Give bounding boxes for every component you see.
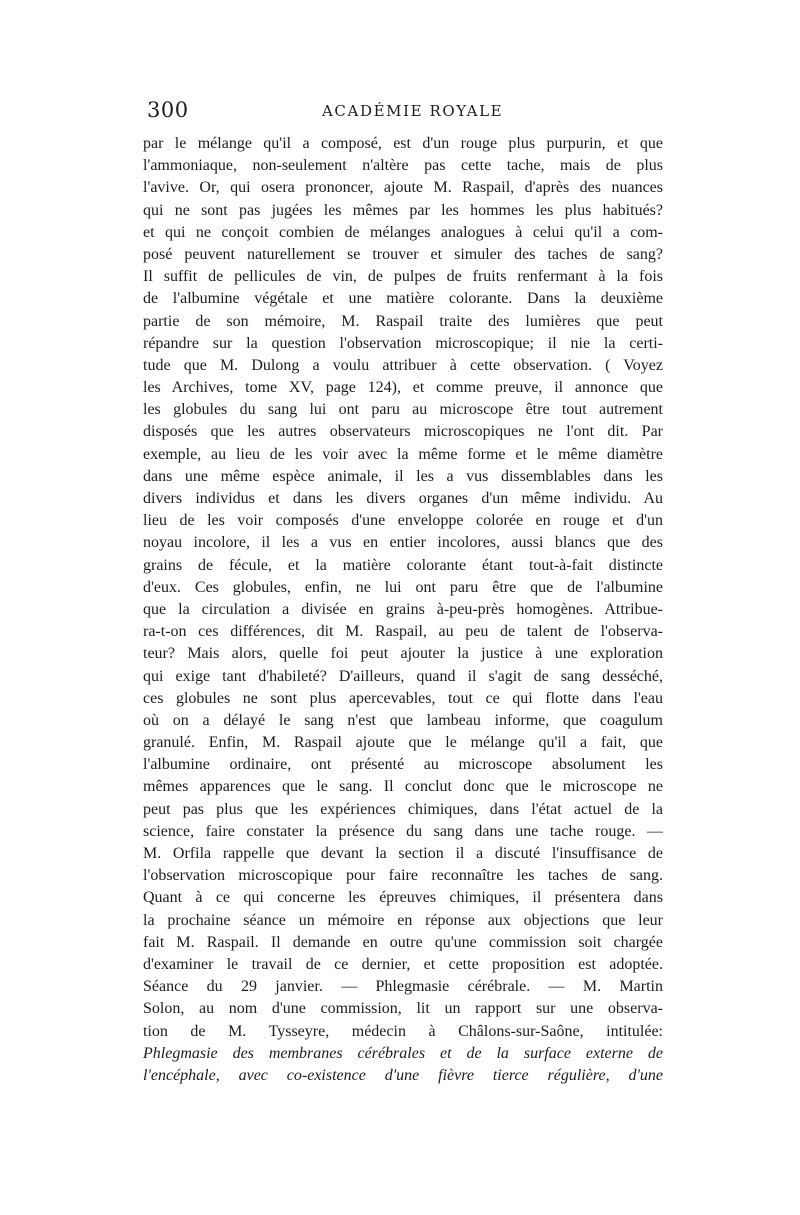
text-line: lieu de les voir composés d'une enveloppe colorée en rouge et d'un xyxy=(143,512,663,530)
text-line: qui exige tant d'habileté? D'ailleurs, quand il s'agit de sang desséché, xyxy=(143,667,663,685)
text-line-italic: l'encéphale, avec co-existence d'une fièvre tierce régulière, d'une xyxy=(143,1066,663,1084)
text-line: répandre sur la question l'observation microscopique; il nie la certi- xyxy=(143,334,663,352)
text-line: l'avive. Or, qui osera prononcer, ajoute M. Raspail, d'après des nuances xyxy=(143,179,663,197)
text-line: l'albumine ordinaire, ont présenté au microscope absolument les xyxy=(143,756,663,774)
text-line: peut pas plus que les expériences chimiques, dans l'état actuel de la xyxy=(143,800,663,818)
text-line: les Archives, tome XV, page 124), et comme preuve, il annonce que xyxy=(143,379,663,397)
text-line: Quant à ce qui concerne les épreuves chimiques, il présentera dans xyxy=(143,889,663,907)
text-line: et qui ne conçoit combien de mélanges analogues à celui qu'il a com- xyxy=(143,223,663,241)
text-line: mêmes apparences que le sang. Il conclut donc que le microscope ne xyxy=(143,778,663,796)
text-line: dans une même espèce animale, il les a vus dissemblables dans les xyxy=(143,467,663,485)
text-line: que la circulation a divisée en grains à-peu-près homogènes. Attribue- xyxy=(143,600,663,618)
text-line: noyau incolore, il les a vus en entier incolores, aussi blancs que des xyxy=(143,534,663,552)
running-head: ACADÉMIE ROYALE xyxy=(322,102,504,120)
text-line: les globules du sang lui ont paru au microscope être tout autrement xyxy=(143,401,663,419)
text-line: Solon, au nom d'une commission, lit un rapport sur une observa- xyxy=(143,1000,663,1018)
body-text xyxy=(143,133,663,1087)
text-line: Séance du 29 janvier. — Phlegmasie cérébrale. — M. Martin xyxy=(143,978,663,996)
text-line-italic: Phlegmasie des membranes cérébrales et de la surface externe de xyxy=(143,1044,663,1062)
text-line: Il suffit de pellicules de vin, de pulpes de fruits renfermant à la fois xyxy=(143,268,663,286)
text-line: teur? Mais alors, quelle foi peut ajouter la justice à une exploration xyxy=(143,645,663,663)
text-line: fait M. Raspail. Il demande en outre qu'une commission soit chargée xyxy=(143,933,663,951)
text-line: partie de son mémoire, M. Raspail traite des lumières que peut xyxy=(143,312,663,330)
text-line: l'observation microscopique pour faire reconnaître les taches de sang. xyxy=(143,867,663,885)
text-line: ra-t-on ces différences, dit M. Raspail, au peu de talent de l'observa- xyxy=(143,623,663,641)
text-line: tion de M. Tysseyre, médecin à Châlons-sur-Saône, intitulée: xyxy=(143,1022,663,1040)
text-line: divers individus et dans les divers organes d'un même individu. Au xyxy=(143,490,663,507)
text-line: de l'albumine végétale et une matière colorante. Dans la deuxième xyxy=(143,290,663,308)
text-line: ces globules ne sont plus apercevables, tout ce qui flotte dans l'eau xyxy=(143,689,663,707)
text-line: où on a délayé le sang n'est que lambeau informe, que coagulum xyxy=(143,711,663,729)
text-line: tude que M. Dulong a voulu attribuer à cette observation. ( Voyez xyxy=(143,356,663,374)
text-line: granulé. Enfin, M. Raspail ajoute que le mélange qu'il a fait, que xyxy=(143,734,663,752)
text-line: d'examiner le travail de ce dernier, et cette proposition est adoptée. xyxy=(143,955,663,973)
page-number: 300 xyxy=(147,98,189,122)
text-line: M. Orfila rappelle que devant la section il a discuté l'insuffisance de xyxy=(143,845,663,862)
text-line: exemple, au lieu de les voir avec la même forme et le même diamètre xyxy=(143,445,663,463)
text-line: disposés que les autres observateurs microscopiques ne l'ont dit. Par xyxy=(143,423,663,441)
text-line: science, faire constater la présence du sang dans une tache rouge. — xyxy=(143,822,663,840)
text-line: d'eux. Ces globules, enfin, ne lui ont paru être que de l'albumine xyxy=(143,578,663,596)
text-line: la prochaine séance un mémoire en réponse aux objections que leur xyxy=(143,911,663,929)
text-line: par le mélange qu'il a composé, est d'un rouge plus purpurin, et que xyxy=(143,135,663,152)
text-line: posé peuvent naturellement se trouver et simuler des taches de sang? xyxy=(143,245,663,263)
text-line: l'ammoniaque, non-seulement n'altère pas cette tache, mais de plus xyxy=(143,157,663,175)
text-line: qui ne sont pas jugées les mêmes par les hommes les plus habitués? xyxy=(143,201,663,219)
text-line: grains de fécule, et la matière colorante étant tout-à-fait distincte xyxy=(143,556,663,574)
page-header xyxy=(147,98,667,126)
